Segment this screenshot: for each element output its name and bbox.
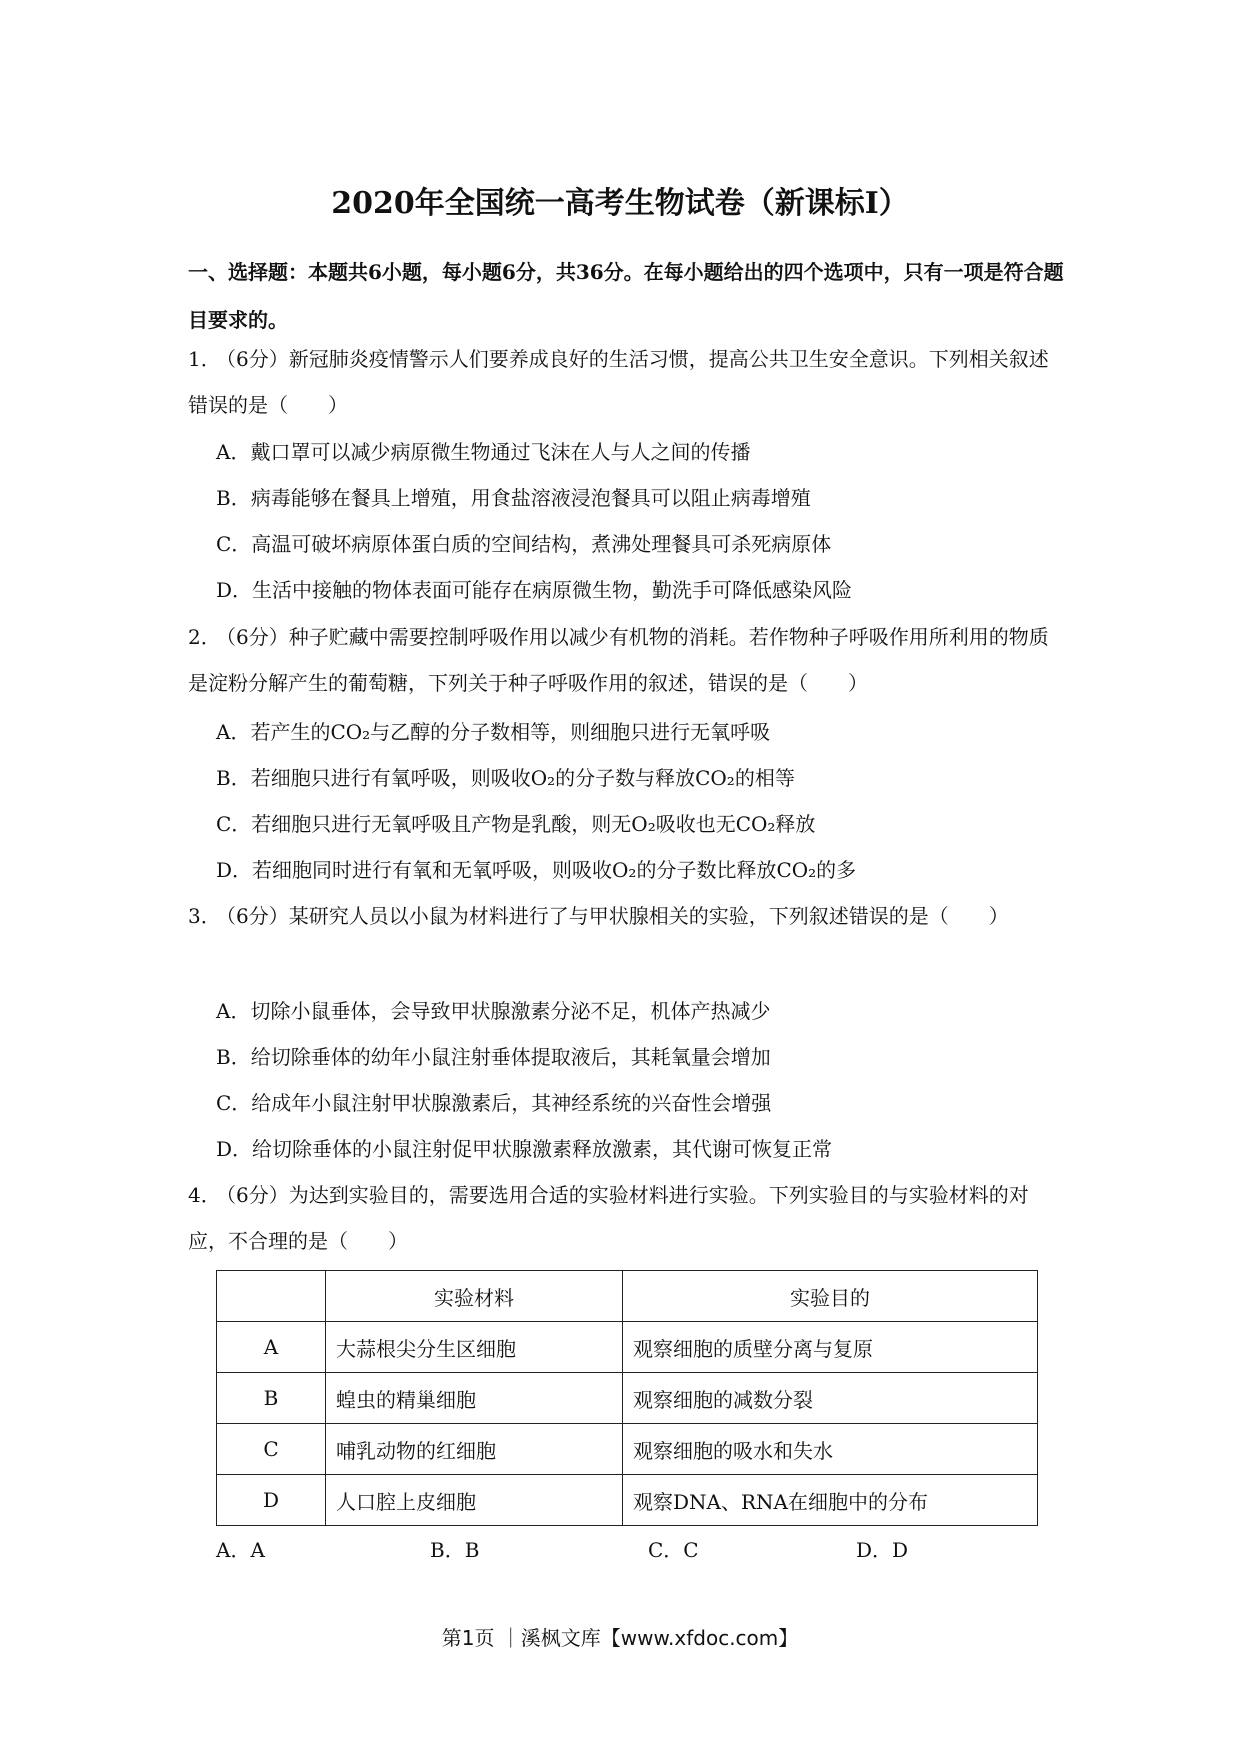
table-cell: 蝗虫的精巢细胞 <box>326 1373 623 1424</box>
option-3a: A．切除小鼠垂体，会导致甲状腺激素分泌不足，机体产热减少 <box>216 999 771 1023</box>
option-1a: A．戴口罩可以减少病原微生物通过飞沫在人与人之间的传播 <box>216 440 751 464</box>
question-text: （6分）为达到实验目的，需要选用合适的实验材料进行实验。下列实验目的与实验材料的对应，不合理的是（ ） <box>188 1183 1029 1253</box>
table-row <box>217 1322 1038 1373</box>
question-number: 4． <box>188 1183 221 1207</box>
page-title: 2020年全国统一高考生物试卷（新课标Ⅰ） <box>331 186 909 221</box>
question-3 <box>188 893 1068 939</box>
question-text: （6分）新冠肺炎疫情警示人们要养成良好的生活习惯，提高公共卫生安全意识。下列相关叙述错误的是（ ） <box>188 347 1049 417</box>
question-number: 1． <box>188 347 221 371</box>
answer-choice-b: B．B <box>430 1538 480 1562</box>
table-cell: A <box>217 1322 326 1373</box>
table-cell: 观察细胞的减数分裂 <box>623 1373 1038 1424</box>
section-heading: 一、选择题：本题共6小题，每小题6分，共36分。在每小题给出的四个选项中，只有一项是符合题目要求的。 <box>188 260 1064 332</box>
table-cell: 观察DNA、RNA在细胞中的分布 <box>623 1475 1038 1526</box>
table-row <box>217 1373 1038 1424</box>
table-header: 实验目的 <box>623 1271 1038 1322</box>
table-cell: 哺乳动物的红细胞 <box>326 1424 623 1475</box>
option-3d: D．给切除垂体的小鼠注射促甲状腺激素释放激素，其代谢可恢复正常 <box>216 1137 833 1161</box>
question-1 <box>188 336 1068 428</box>
experiment-table <box>216 1270 1038 1526</box>
answer-choice-d: D．D <box>856 1538 909 1562</box>
answer-choice-a: A．A <box>216 1538 265 1562</box>
option-2d: D．若细胞同时进行有氧和无氧呼吸，则吸收O₂的分子数比释放CO₂的多 <box>216 858 857 882</box>
table-cell: 人口腔上皮细胞 <box>326 1475 623 1526</box>
question-text: （6分）某研究人员以小鼠为材料进行了与甲状腺相关的实验，下列叙述错误的是（ ） <box>216 904 1009 928</box>
option-2c: C．若细胞只进行无氧呼吸且产物是乳酸，则无O₂吸收也无CO₂释放 <box>216 812 816 836</box>
option-2a: A．若产生的CO₂与乙醇的分子数相等，则细胞只进行无氧呼吸 <box>216 720 771 744</box>
table-cell: D <box>217 1475 326 1526</box>
answer-choice-c: C．C <box>648 1538 699 1562</box>
question-text: （6分）种子贮藏中需要控制呼吸作用以减少有机物的消耗。若作物种子呼吸作用所利用的物质是淀粉分解产生的葡萄糖，下列关于种子呼吸作用的叙述，错误的是（ ） <box>188 625 1049 695</box>
option-1d: D．生活中接触的物体表面可能存在病原微生物，勤洗手可降低感染风险 <box>216 578 853 602</box>
option-1c: C．高温可破坏病原体蛋白质的空间结构，煮沸处理餐具可杀死病原体 <box>216 532 832 556</box>
page-footer: 第1页 ｜溪枫文库【www.xfdoc.com】 <box>441 1626 799 1650</box>
option-1b: B．病毒能够在餐具上增殖，用食盐溶液浸泡餐具可以阻止病毒增殖 <box>216 486 811 510</box>
option-3c: C．给成年小鼠注射甲状腺激素后，其神经系统的兴奋性会增强 <box>216 1091 772 1115</box>
table-header <box>217 1271 326 1322</box>
question-number: 2． <box>188 625 221 649</box>
table-cell: C <box>217 1424 326 1475</box>
table-header: 实验材料 <box>326 1271 623 1322</box>
question-4 <box>188 1172 1068 1264</box>
option-3b: B．给切除垂体的幼年小鼠注射垂体提取液后，其耗氧量会增加 <box>216 1045 771 1069</box>
table-cell: B <box>217 1373 326 1424</box>
table-header-row <box>217 1271 1038 1322</box>
table-row <box>217 1475 1038 1526</box>
table-cell: 观察细胞的质壁分离与复原 <box>623 1322 1038 1373</box>
question-2 <box>188 614 1068 706</box>
table-row <box>217 1424 1038 1475</box>
question-number: 3． <box>188 904 221 928</box>
table-cell: 观察细胞的吸水和失水 <box>623 1424 1038 1475</box>
table-cell: 大蒜根尖分生区细胞 <box>326 1322 623 1373</box>
option-2b: B．若细胞只进行有氧呼吸，则吸收O₂的分子数与释放CO₂的相等 <box>216 766 795 790</box>
